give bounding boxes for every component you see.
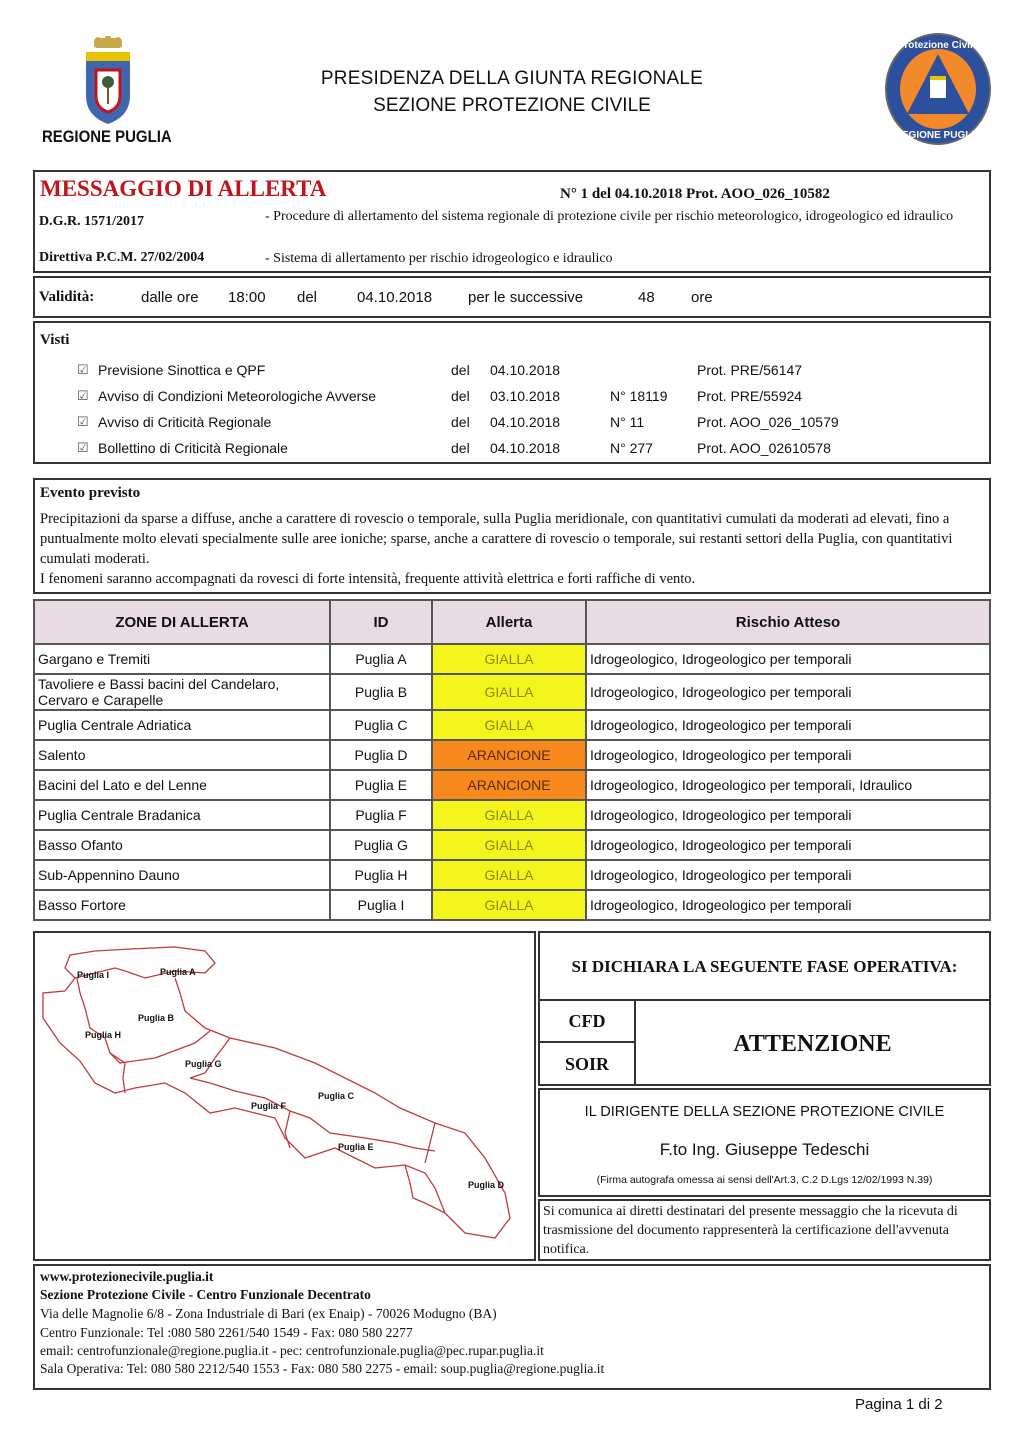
notifica-box <box>538 1199 991 1261</box>
directive-label: Direttiva P.C.M. 27/02/2004 <box>39 250 205 265</box>
risk-cell: Idrogeologico, Idrogeologico per temporali <box>586 800 990 830</box>
visti-item-date: 04.10.2018 <box>490 440 561 456</box>
footer-section: Sezione Protezione Civile - Centro Funzionale Decentrato <box>40 1287 371 1302</box>
signature-note: (Firma autografa omessa ai sensi dell'Art.3, C.2 D.Lgs 12/02/1993 N.39) <box>596 1174 933 1186</box>
directive-text: - Sistema di allertamento per rischio idrogeologico e idraulico <box>265 251 613 266</box>
zone-id-cell: Puglia E <box>330 770 432 800</box>
validity-hours-label: ore <box>691 289 713 306</box>
col-header-alert: Allerta <box>432 600 586 644</box>
dirigente-title: IL DIRIGENTE DELLA SEZIONE PROTEZIONE CIVILE <box>584 1104 945 1120</box>
zone-id-cell: Puglia C <box>330 710 432 740</box>
message-header-box <box>33 170 991 273</box>
visti-item-number: N° 11 <box>610 414 645 430</box>
checkbox-checked-icon: ☑ <box>77 388 89 403</box>
puglia-map-icon <box>35 933 534 1259</box>
col-header-risk: Rischio Atteso <box>586 600 990 644</box>
fase-heading-cell <box>540 933 989 1001</box>
alert-level-cell: ARANCIONE <box>432 770 586 800</box>
checkbox-checked-icon: ☑ <box>77 440 89 455</box>
visti-item-del: del <box>451 362 470 378</box>
visti-item-prot: Prot. PRE/55924 <box>697 388 803 404</box>
risk-cell: Idrogeologico, Idrogeologico per temporali, Idraulico <box>586 770 990 800</box>
alert-level-cell: GIALLA <box>432 674 586 710</box>
footer-sala-operativa[interactable]: Sala Operativa: Tel: 080 580 2212/540 1553 - Fax: 080 580 2275 - email: soup.puglia@regione.puglia.it <box>40 1361 605 1376</box>
table-row <box>34 740 990 770</box>
zone-name-cell: Puglia Centrale Adriatica <box>34 710 330 740</box>
visti-title: Visti <box>40 332 70 348</box>
risk-cell: Idrogeologico, Idrogeologico per temporali <box>586 710 990 740</box>
risk-cell: Idrogeologico, Idrogeologico per temporali <box>586 830 990 860</box>
dirigente-box <box>538 1088 991 1197</box>
visti-item <box>35 414 985 440</box>
alert-level-cell: GIALLA <box>432 860 586 890</box>
zone-id-cell: Puglia D <box>330 740 432 770</box>
table-row <box>34 890 990 920</box>
visti-item <box>35 440 985 466</box>
visti-item-prot: Prot. AOO_02610578 <box>697 440 831 456</box>
visti-item <box>35 362 985 388</box>
zone-id-cell: Puglia H <box>330 860 432 890</box>
footer-address: Via delle Magnolie 6/8 - Zona Industriale di Bari (ex Enaip) - 70026 Modugno (BA) <box>40 1306 497 1321</box>
validity-hours: 48 <box>638 289 655 306</box>
map-zone-label: Puglia I <box>77 970 110 980</box>
zone-alert-table <box>33 599 991 921</box>
risk-cell: Idrogeologico, Idrogeologico per temporali <box>586 860 990 890</box>
visti-item-name: Bollettino di Criticità Regionale <box>98 440 288 456</box>
zone-name-cell: Tavoliere e Bassi bacini del Candelaro, Cervaro e Carapelle <box>34 674 330 710</box>
presidency-title: PRESIDENZA DELLA GIUNTA REGIONALE <box>320 68 704 89</box>
visti-item-number: N° 277 <box>610 440 653 456</box>
visti-item-name: Avviso di Criticità Regionale <box>98 414 272 430</box>
table-row <box>34 800 990 830</box>
validity-next-label: per le successive <box>468 289 584 306</box>
evento-paragraph-2: I fenomeni saranno accompagnati da rovesci di forte intensità, frequente attività elettrica e forti raffiche di vento. <box>40 571 696 587</box>
zone-name-cell: Basso Ofanto <box>34 830 330 860</box>
checkbox-checked-icon: ☑ <box>77 362 89 377</box>
visti-item-prot: Prot. AOO_026_10579 <box>697 414 839 430</box>
evento-text <box>40 509 985 589</box>
risk-cell: Idrogeologico, Idrogeologico per temporali <box>586 674 990 710</box>
risk-cell: Idrogeologico, Idrogeologico per temporali <box>586 740 990 770</box>
table-row <box>34 770 990 800</box>
fase-operativa-box <box>538 931 991 1086</box>
page-number: Pagina 1 di 2 <box>855 1396 943 1413</box>
map-zone-label: Puglia F <box>251 1101 287 1111</box>
alert-level-cell: ARANCIONE <box>432 740 586 770</box>
alert-level-cell: GIALLA <box>432 830 586 860</box>
zone-id-cell: Puglia B <box>330 674 432 710</box>
zone-name-cell: Puglia Centrale Bradanica <box>34 800 330 830</box>
map-zone-label: Puglia H <box>85 1030 122 1040</box>
alert-level-cell: GIALLA <box>432 710 586 740</box>
footer-contacts-box <box>33 1264 991 1390</box>
soir-label: SOIR <box>540 1043 636 1084</box>
visti-item <box>35 388 985 414</box>
message-number: N° 1 del 04.10.2018 Prot. AOO_026_10582 <box>560 186 830 202</box>
message-title: MESSAGGIO DI ALLERTA <box>40 176 327 201</box>
cfd-label: CFD <box>540 1001 636 1043</box>
visti-item-date: 03.10.2018 <box>490 388 561 404</box>
zone-id-cell: Puglia I <box>330 890 432 920</box>
table-row <box>34 830 990 860</box>
table-row <box>34 644 990 674</box>
validity-time: 18:00 <box>228 289 266 306</box>
checkbox-checked-icon: ☑ <box>77 414 89 429</box>
table-row <box>34 674 990 710</box>
map-zone-label: Puglia D <box>468 1180 505 1190</box>
evento-title: Evento previsto <box>40 485 141 501</box>
zone-id-cell: Puglia A <box>330 644 432 674</box>
table-row <box>34 860 990 890</box>
risk-cell: Idrogeologico, Idrogeologico per temporali <box>586 644 990 674</box>
visti-item-date: 04.10.2018 <box>490 414 561 430</box>
visti-item-del: del <box>451 440 470 456</box>
visti-box <box>33 321 991 464</box>
dirigente-name: F.to Ing. Giuseppe Tedeschi <box>659 1140 870 1159</box>
map-zone-label: Puglia B <box>138 1013 175 1023</box>
map-zone-label: Puglia C <box>318 1091 355 1101</box>
validity-from-label: dalle ore <box>141 289 199 306</box>
notifica-text: Si comunica ai diretti destinatari del presente messaggio che la ricevuta di trasmissione del documento rappresenterà la certificazione dell'avvenuta notifica. <box>543 1204 958 1257</box>
visti-item-name: Previsione Sinottica e QPF <box>98 362 266 378</box>
logo-top-text: Protezione Civile <box>897 40 979 51</box>
fase-heading: SI DICHIARA LA SEGUENTE FASE OPERATIVA: <box>571 957 958 976</box>
logo-bottom-text: REGIONE PUGLIA <box>894 130 982 141</box>
region-name: REGIONE PUGLIA <box>42 127 172 146</box>
zone-name-cell: Gargano e Tremiti <box>34 644 330 674</box>
footer-emails[interactable]: email: centrofunzionale@regione.puglia.it - pec: centrofunzionale.puglia@pec.rupar.puglia.it <box>40 1343 544 1358</box>
risk-cell: Idrogeologico, Idrogeologico per temporali <box>586 890 990 920</box>
zone-name-cell: Sub-Appennino Dauno <box>34 860 330 890</box>
website-link[interactable]: www.protezionecivile.puglia.it <box>40 1269 214 1284</box>
table-row <box>34 710 990 740</box>
zone-name-cell: Basso Fortore <box>34 890 330 920</box>
visti-item-del: del <box>451 388 470 404</box>
evento-previsto-box <box>33 478 991 594</box>
operative-phase-value: ATTENZIONE <box>733 1031 892 1057</box>
validity-date: 04.10.2018 <box>357 289 433 306</box>
alert-level-cell: GIALLA <box>432 644 586 674</box>
map-zone-label: Puglia E <box>338 1142 374 1152</box>
validity-box <box>33 276 991 318</box>
zone-name-cell: Bacini del Lato e del Lenne <box>34 770 330 800</box>
validity-label: Validità: <box>39 289 95 305</box>
visti-item-date: 04.10.2018 <box>490 362 561 378</box>
visti-item-number: N° 18119 <box>610 388 668 404</box>
map-zone-label: Puglia G <box>185 1059 222 1069</box>
col-header-zone: ZONE DI ALLERTA <box>34 600 330 644</box>
visti-item-name: Avviso di Condizioni Meteorologiche Avverse <box>98 388 377 404</box>
map-zone-label: Puglia A <box>160 967 196 977</box>
evento-paragraph-1: Precipitazioni da sparse a diffuse, anche a carattere di rovescio o temporale, sulla Puglia meridionale, con quantitativi cumulati da moderati ad elevati, fino a puntualmente molto elevati specialmente sulle aree ioniche; sparse, anche a carattere di rovescio o temporale, sui restanti settori della Puglia, con quantitativi cumulati moderati. <box>40 511 953 567</box>
dgr-label: D.G.R. 1571/2017 <box>39 214 144 229</box>
zone-id-cell: Puglia G <box>330 830 432 860</box>
protezione-civile-logo-icon <box>883 32 993 147</box>
puglia-zones-map <box>33 931 536 1261</box>
validity-del-label: del <box>297 289 318 306</box>
visti-item-prot: Prot. PRE/56147 <box>697 362 803 378</box>
alert-level-cell: GIALLA <box>432 800 586 830</box>
col-header-id: ID <box>330 600 432 644</box>
dgr-text: - Procedure di allertamento del sistema regionale di protezione civile per rischio meteorologico, idrogeologico ed idraulico <box>265 209 954 224</box>
zone-name-cell: Salento <box>34 740 330 770</box>
zone-id-cell: Puglia F <box>330 800 432 830</box>
alert-level-cell: GIALLA <box>432 890 586 920</box>
section-title: SEZIONE PROTEZIONE CIVILE <box>373 95 651 116</box>
visti-item-del: del <box>451 414 470 430</box>
footer-cf-phone: Centro Funzionale: Tel :080 580 2261/540 1549 - Fax: 080 580 2277 <box>40 1325 413 1340</box>
